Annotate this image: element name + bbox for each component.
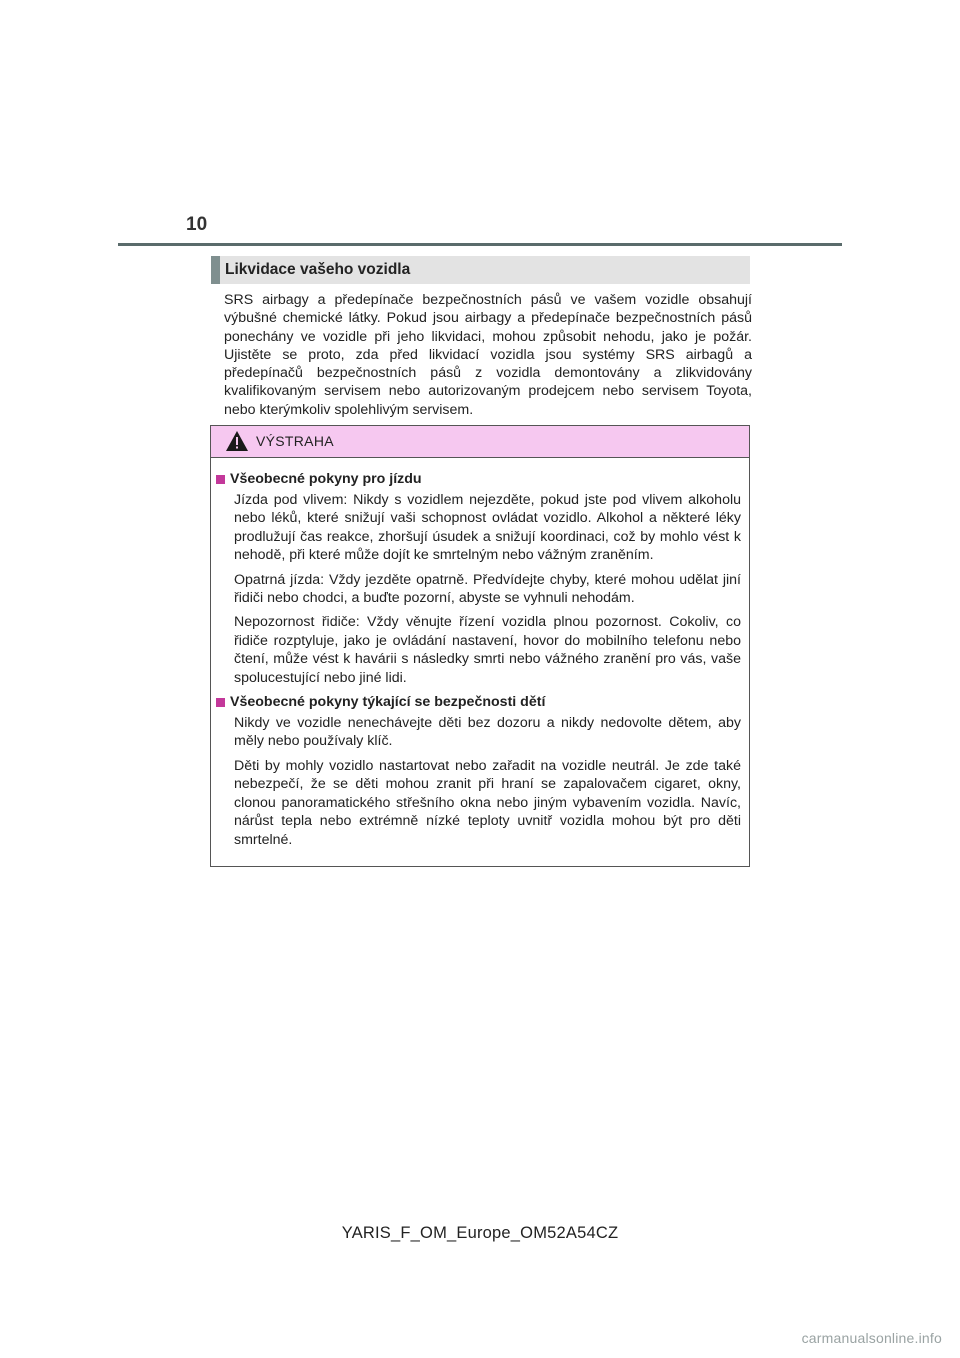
page-number: 10 xyxy=(186,214,208,235)
warning-triangle-icon xyxy=(225,430,249,452)
warning-paragraph: Opatrná jízda: Vždy jezděte opatrně. Předvídejte chyby, které mohou udělat jiní řidiči nebo chodci, a buďte pozorní, abyste se vyhnuli nehodám. xyxy=(234,571,741,607)
section-heading: Likvidace vašeho vozidla xyxy=(211,256,750,284)
warning-group-heading xyxy=(216,693,741,711)
warning-paragraph: Jízda pod vlivem: Nikdy s vozidlem nejezděte, pokud jste pod vlivem alkoholu nebo léků, které snižují vaši schopnost ovládat vozidlo. Alkohol a některé léky prodlužují čas reakce, zhoršují úsudek a snižují koordinaci, což by mohlo vést k nehodě, při které může dojít ke smrtelným nebo vážným zraněním. xyxy=(234,492,741,564)
section-paragraph: SRS airbagy a předepínače bezpečnostních pásů ve vašem vozidle obsahují výbušné chemické látky. Pokud jsou airbagy a předepínače bezpečnostních pásů ponechány ve vozidle při jeho likvidaci, mohou způsobit nehodu, jako je požár. Ujistěte se proto, zda před likvidací vozidla jsou systémy SRS airbagů a předepínačů bezpečnostních pásů z vozidla demontovány a zlikvidovány kvalifikovaným servisem nebo autorizovaným prodejcem nebo servisem Toyota, nebo kterýmkoliv spolehlivým servisem. xyxy=(224,292,752,418)
watermark: carmanualsonline.info xyxy=(801,1330,942,1346)
warning-group-title: Všeobecné pokyny týkající se bezpečnosti dětí xyxy=(230,694,546,711)
warning-group-title: Všeobecné pokyny pro jízdu xyxy=(230,471,422,487)
bullet-square-icon xyxy=(216,698,225,707)
warning-group-heading xyxy=(216,470,741,488)
warning-paragraph: Nepozornost řidiče: Vždy věnujte řízení vozidla plnou pozornost. Cokoliv, co řidiče rozptyluje, jako je ovládání nastavení, hovor do mobilního telefonu nebo čtení, může vést k havárii s následky smrti nebo vážného zranění pro vás, vaše spolucestující nebo jiné lidi. xyxy=(234,614,741,686)
warning-paragraph: Děti by mohly vozidlo nastartovat nebo zařadit na vozidle neutrál. Je zde také nebezpečí, že se děti mohou zranit při hraní se zapalovačem cigaret, okny, clonou panoramatického střešního okna nebo jiným vybavením vozidla. Navíc, nárůst tepla nebo extrémně nízké teploty uvnitř vozidla mohou být pro děti smrtelné. xyxy=(234,757,741,848)
warning-header xyxy=(211,426,749,458)
bullet-square-icon xyxy=(216,475,225,484)
warning-body xyxy=(211,458,749,849)
warning-box xyxy=(210,425,750,867)
warning-paragraph: Nikdy ve vozidle nenechávejte děti bez dozoru a nikdy nedovolte dětem, aby měly nebo používaly klíč. xyxy=(234,715,741,750)
warning-title: VÝSTRAHA xyxy=(256,433,334,449)
header-rule xyxy=(118,243,842,246)
footer-doc-code: YARIS_F_OM_Europe_OM52A54CZ xyxy=(341,1224,619,1242)
